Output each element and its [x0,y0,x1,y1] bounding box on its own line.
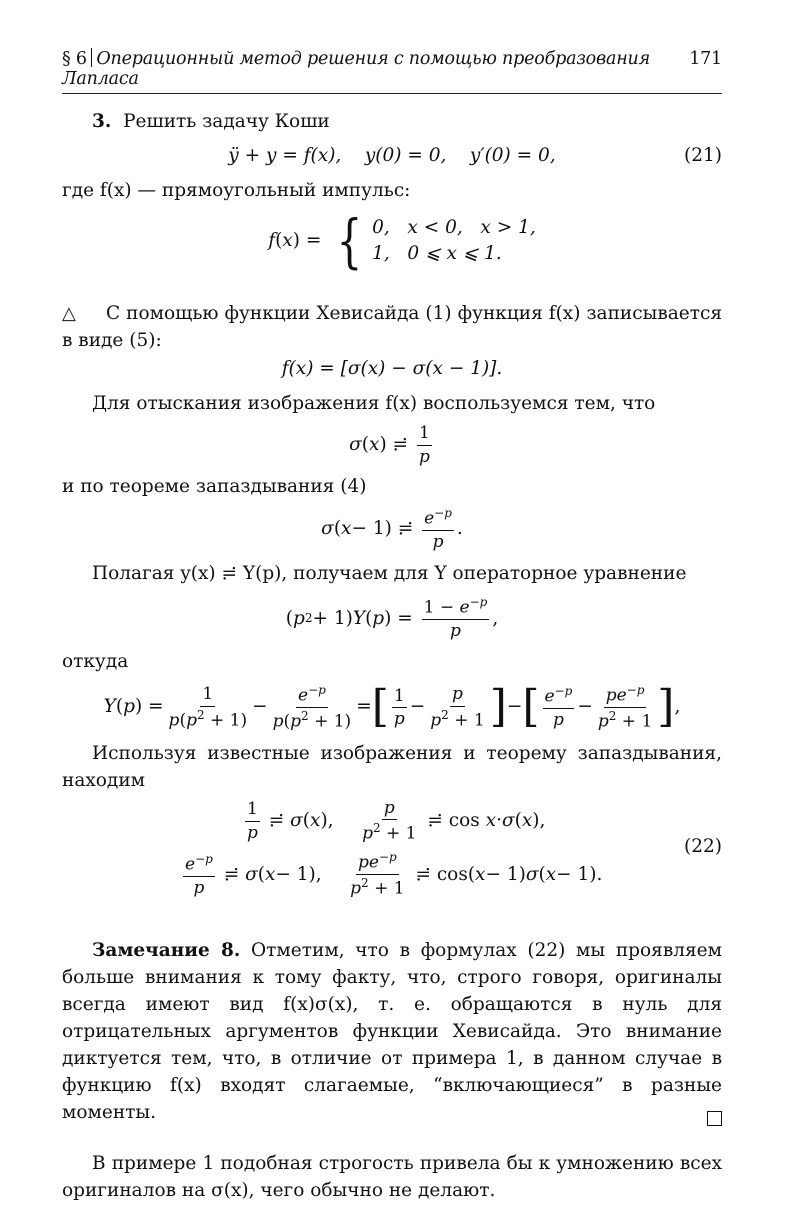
problem-text: Решить задачу Коши [123,111,330,132]
page [62,48,722,1204]
case-one: 1, 0 ⩽ x ⩽ 1. [372,243,502,264]
closing-paragraph: В примере 1 подобная строгость привела бы к умножению всех оригиналов на σ(x), чего обычно не делают. [62,1153,722,1202]
problem-number: 3. [92,111,112,132]
eq22-number: (22) [684,835,722,857]
remark-8 [62,937,722,1126]
operator-equation-text: Полагая y(x) ≓ Y(p), получаем для Y операторное уравнение [92,563,687,585]
eq21-content: ÿ + y = f(x), y(0) = 0, y′(0) = 0, [228,144,556,166]
eq22-row2: $\frac{e^{-p}}{p}$ ≓ σ ( x − 1), $\frac{pe^{-p}}{p^2 + 1}$ ≓ cos( x − 1) σ ( x − 1). [185,850,603,900]
known-images-text: Используя известные изображения и теорему запаздывания, находим [62,742,722,791]
remark-text: Отметим, что в формулах (22) мы проявляем больше внимания к тому факту, что, строго говоря, оригиналы всегда имеют вид f(x)σ(x), т. е. обращаются в нуль для отрицательных аргументов функции Хевисайда. Это внимание диктуется тем, что, в отличие от примера 1, в данном случае в функцию f(x) входят слагаемые, “включающиеся” в разные моменты. [62,940,723,1124]
eq22-row1: $\frac{1}{p}$ ≓ σ ( x ), $\frac{p}{p^2 + 1}$ ≓ cos x · σ ( x ), [247,797,546,844]
heaviside-form: f(x) = [σ(x) − σ(x − 1)]. [281,358,503,379]
section-number: § 6 [62,49,87,69]
eq21-number: (21) [684,144,722,166]
qed-square-icon [677,1106,722,1133]
running-header [62,48,722,94]
triangle-icon: △ [62,303,76,324]
impulse-intro: где f(x) — прямоугольный импульс: [62,180,411,201]
sigma-transform: σ ( x ) ≓ $\frac{1}{p}$ [349,423,430,467]
case-zero: 0, x < 0, x > 1, [372,217,536,238]
remark-label: Замечание 8. [92,940,241,962]
problem-statement [62,108,722,135]
equation-21 [62,141,722,171]
sigma-delay-transform: σ ( x − 1) ≓ $\frac{e^{-p}}{p}$ . [321,505,463,553]
piecewise-definition: f ( x ) = { 0, x < 0, x > 1, 1, 0 ⩽ x ⩽ 1. [268,207,536,275]
image-intro: Для отыскания изображения f(x) воспользуемся тем, что [92,393,656,415]
equation-22 [62,798,722,900]
delay-theorem-text: и по теореме запаздывания (4) [62,475,367,497]
header-title: Операционный метод решения с помощью преобразования Лапласа [62,49,651,89]
operator-equation: ( p 2 + 1) Y ( p ) = $\frac{1 - e^{-p}}{p}$ , [285,595,499,642]
page-number: 171 [689,49,722,69]
solution-intro: △ С помощью функции Хевисайда (1) функция f(x) записывается в виде (5): [62,303,722,351]
whence-text: откуда [62,650,129,672]
partial-fractions: Y ( p ) = $\frac{1}{p(p^2 + 1)}$ − $\frac{e^{-p}}{p(p^2 + 1)}$ = [ $\frac{1}{p}$ − $\frac{p}{p^2 + 1}$ ] − [ $\frac{e^{-p}}{p}$ − $\frac{pe^{-p}}{p^2 + 1}$ ] , [103,681,681,733]
